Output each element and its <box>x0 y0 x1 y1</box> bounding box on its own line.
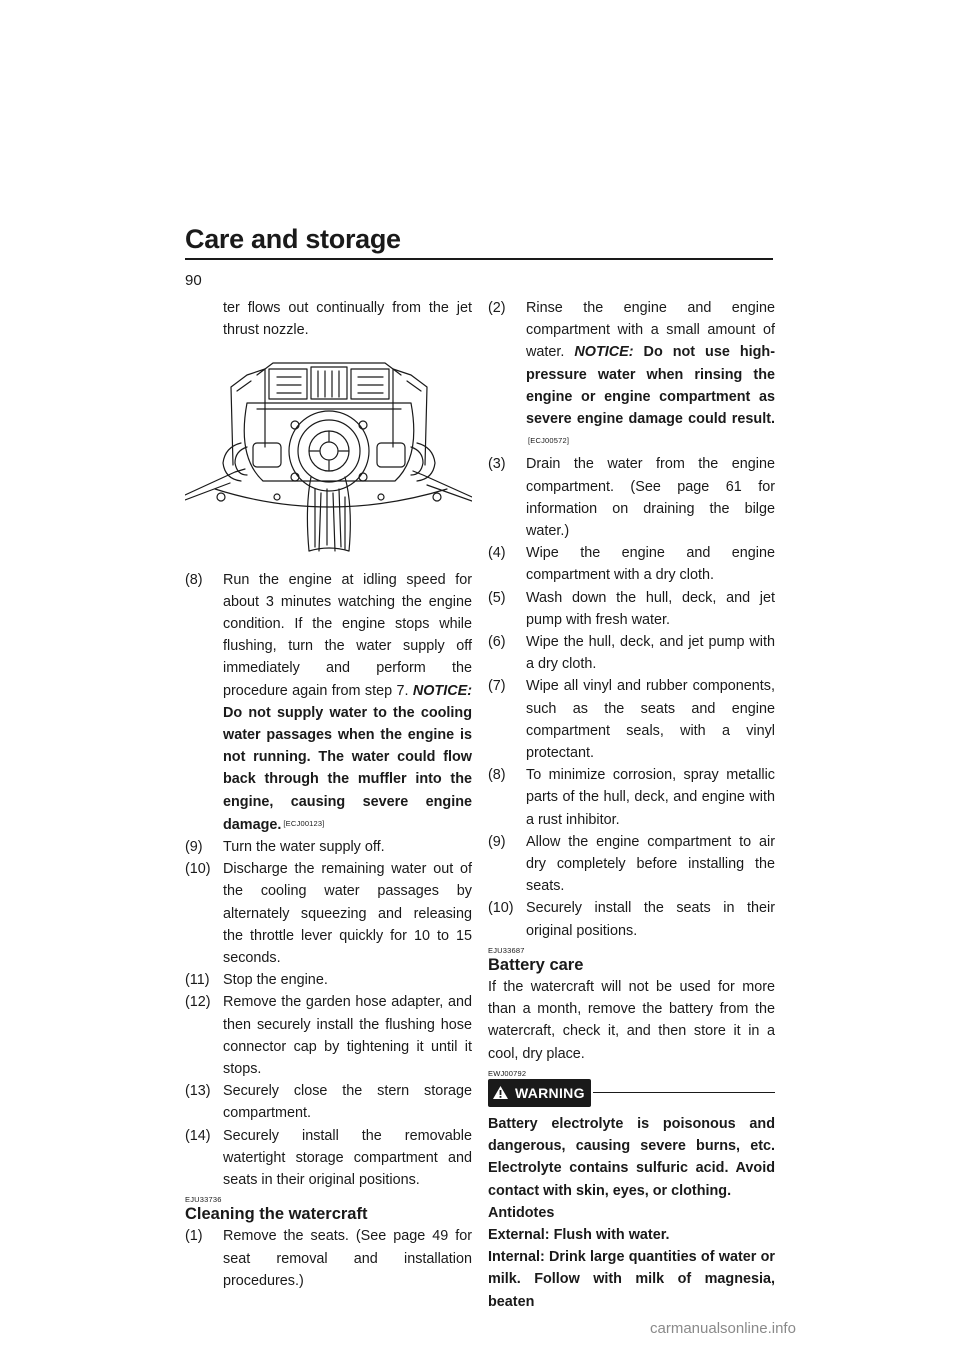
warning-label: WARNING <box>515 1084 585 1101</box>
cleaning-step-8 <box>488 764 775 831</box>
cleaning-step-4 <box>488 542 775 586</box>
step-number: (1) <box>185 1228 203 1245</box>
notice-code: [ECJ00123] <box>283 818 325 828</box>
step-number: (3) <box>488 456 506 473</box>
page-header <box>185 222 773 260</box>
right-column <box>488 297 775 1313</box>
step-text: Wash down the hull, deck, and jet pump with fresh water. <box>526 589 775 628</box>
warning-rule <box>593 1092 775 1093</box>
step-number: (10) <box>185 861 211 878</box>
warning-header <box>488 1079 775 1107</box>
step-text: Discharge the remaining water out of the cooling water passages by alternately squeezing and releasing the throttle lever quickly for 10 to 15 seconds. <box>223 861 472 967</box>
step-number: (13) <box>185 1083 211 1100</box>
step-text: Remove the seats. (See page 49 for seat removal and installation procedures.) <box>223 1228 472 1289</box>
cleaning-step-10 <box>488 897 775 941</box>
antidote-internal: Internal: Drink large quantities of water or milk. Follow with milk of magnesia, beaten <box>488 1249 775 1310</box>
step-text: Securely install the removable watertight storage compartment and seats in their original positions. <box>223 1127 472 1189</box>
cleaning-step-7 <box>488 675 775 764</box>
step-text: Securely install the seats in their original positions. <box>526 900 775 939</box>
step-number: (5) <box>488 589 506 606</box>
warning-badge <box>488 1079 591 1107</box>
step-number: (2) <box>488 300 506 316</box>
cleaning-step-9 <box>488 831 775 898</box>
cleaning-step-6 <box>488 631 775 675</box>
section-title-cleaning: Cleaning the watercraft <box>185 1205 368 1224</box>
step-text: Allow the engine compartment to air dry completely before installing the seats. <box>526 833 775 895</box>
antidote-external: External: Flush with water. <box>488 1226 670 1243</box>
section-code: EJU33736 <box>185 1195 222 1205</box>
cleaning-step-2 <box>488 297 775 453</box>
step-text: Wipe all vinyl and rubber components, such as the seats and engine compartment seals, with a vinyl protectant. <box>526 678 775 762</box>
continued-step-text: ter flows out continually from the jet thrust nozzle. <box>223 300 472 339</box>
step-number: (9) <box>185 839 203 856</box>
watermark: carmanualsonline.info <box>650 1320 796 1337</box>
antidotes-heading: Antidotes <box>488 1204 555 1221</box>
step-number: (10) <box>488 900 514 917</box>
step-14 <box>185 1125 472 1192</box>
step-10 <box>185 858 472 969</box>
step-number: (11) <box>185 972 210 989</box>
step-text: Stop the engine. <box>223 972 328 989</box>
section-title-battery: Battery care <box>488 955 584 974</box>
step-text: Remove the garden hose adapter, and then securely install the flushing hose connector cap by tightening it until it stops. <box>223 994 472 1078</box>
step-number: (12) <box>185 994 211 1011</box>
cleaning-step-3 <box>488 453 775 542</box>
step-text: Rinse the engine and engine compartment with a small amount of water. <box>526 300 775 361</box>
cleaning-step-1 <box>185 1225 472 1292</box>
step-11 <box>185 969 472 991</box>
warning-triangle-icon <box>492 1085 509 1100</box>
step-12 <box>185 991 472 1080</box>
notice-text: Do not supply water to the cooling water passages when the engine is not running. The water could flow back through the muffler into the engine, causing severe engine damage. <box>223 704 472 833</box>
left-column <box>185 297 472 1292</box>
step-text: Wipe the hull, deck, and jet pump with a dry cloth. <box>526 634 775 673</box>
step-number: (8) <box>185 571 203 588</box>
jet-pump-flushing-illustration <box>185 347 472 553</box>
step-8 <box>185 569 472 836</box>
battery-care-text: If the watercraft will not be used for more than a month, remove the battery from the watercraft, check it, and then store it in a cool, dry place. <box>488 978 775 1062</box>
step-text: Run the engine at idling speed for about 3 minutes watching the engine condition. If the engine stops while flushing, turn the water supply off immediately and perform the procedure again from step 7. <box>223 571 472 699</box>
page-number: 90 <box>185 272 202 289</box>
step-text: Securely close the stern storage compartment. <box>223 1083 472 1122</box>
warning-code: EWJ00792 <box>488 1068 527 1078</box>
page-title: Care and storage <box>185 224 401 254</box>
step-number: (8) <box>488 767 506 784</box>
step-number: (9) <box>488 833 506 850</box>
step-number: (4) <box>488 545 506 562</box>
step-13 <box>185 1080 472 1124</box>
notice-code: [ECJ00572] <box>528 436 570 446</box>
step-text: Drain the water from the engine compartment. (See page 61 for information on draining the bilge water.) <box>526 456 775 540</box>
cleaning-step-5 <box>488 587 775 631</box>
section-code: EJU33687 <box>488 945 525 955</box>
step-9 <box>185 836 472 858</box>
header-rule <box>185 258 773 260</box>
notice-label: NOTICE: <box>574 344 634 361</box>
step-number: (14) <box>185 1127 211 1144</box>
warning-text: Battery electrolyte is poisonous and dangerous, causing severe burns, etc. Electrolyte contains sulfuric acid. Avoid contact with skin, eyes, or clothing. <box>488 1115 775 1199</box>
step-text: Wipe the engine and engine compartment with a dry cloth. <box>526 545 775 584</box>
step-number: (6) <box>488 634 506 651</box>
step-number: (7) <box>488 678 506 695</box>
notice-text: Do not use high-pressure water when rinsing the engine or engine compartment as severe engine damage could result. <box>526 344 775 428</box>
step-text: To minimize corrosion, spray metallic parts of the hull, deck, and engine with a rust inhibitor. <box>526 767 775 828</box>
notice-label: NOTICE: <box>412 682 472 699</box>
step-text: Turn the water supply off. <box>223 839 385 856</box>
